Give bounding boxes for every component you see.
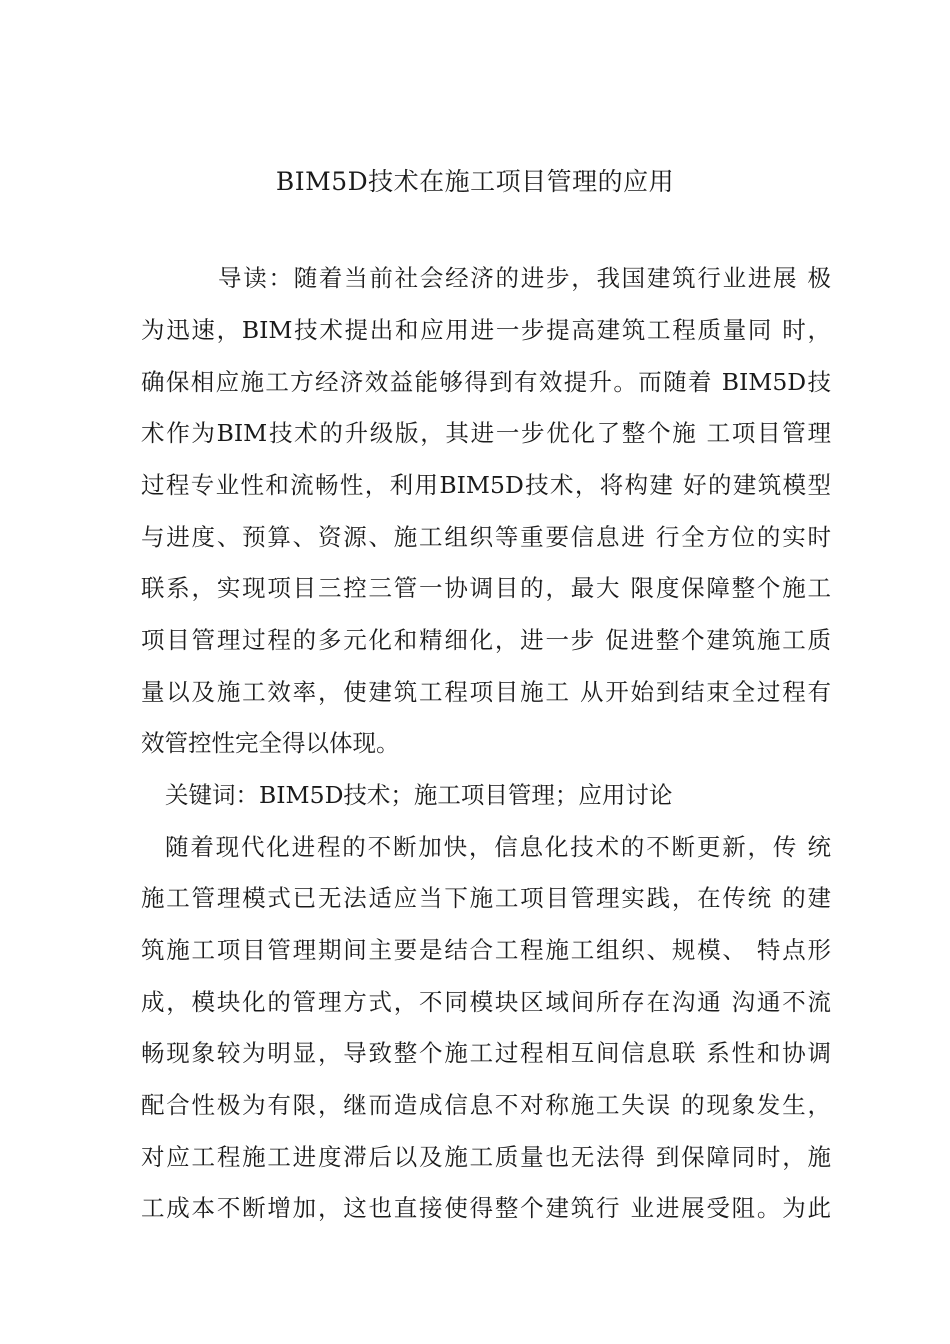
abstract-line-7: 联系，实现项目三控三管一协调目的，最大 限度保障整个施工 [141, 574, 831, 602]
body-line-5: 畅现象较为明显，导致整个施工过程相互间信息联 系性和协调 [141, 1039, 831, 1067]
abstract-line-8: 项目管理过程的多元化和精细化，进一步 促进整个建筑施工质 [141, 626, 831, 654]
abstract-line-5: 过程专业性和流畅性，利用BIM5D技术，将构建 好的建筑模型 [141, 471, 831, 499]
keywords-line: 关键词：BIM5D技术；施工项目管理；应用讨论 [165, 781, 673, 809]
abstract-line-10: 效管控性完全得以体现。 [141, 729, 400, 757]
document-title: BIM5D技术在施工项目管理的应用 [275, 167, 675, 196]
abstract-line-9: 量以及施工效率，使建筑工程项目施工 从开始到结束全过程有 [141, 678, 831, 706]
abstract-line-4: 术作为BIM技术的升级版，其进一步优化了整个施 工项目管理 [141, 419, 831, 447]
body-line-6: 配合性极为有限，继而造成信息不对称施工失误 的现象发生， [141, 1091, 831, 1119]
body-line-7: 对应工程施工进度滞后以及施工质量也无法得 到保障同时，施 [141, 1143, 831, 1171]
body-line-8: 工成本不断增加，这也直接使得整个建筑行 业进展受阻。为此 [141, 1194, 831, 1222]
body-line-4: 成，模块化的管理方式，不同模块区域间所存在沟通 沟通不流 [141, 988, 831, 1016]
body-line-3: 筑施工项目管理期间主要是结合工程施工组织、规模、 特点形 [141, 936, 831, 964]
abstract-line-2: 为迅速，BIM技术提出和应用进一步提高建筑工程质量同 时， [141, 316, 831, 344]
abstract-line-1: 导读：随着当前社会经济的进步，我国建筑行业进展 极 [218, 264, 831, 292]
abstract-line-6: 与进度、预算、资源、施工组织等重要信息进 行全方位的实时 [141, 523, 831, 551]
body-line-1: 随着现代化进程的不断加快，信息化技术的不断更新，传 统 [165, 833, 831, 861]
body-line-2: 施工管理模式已无法适应当下施工项目管理实践，在传统 的建 [141, 884, 831, 912]
abstract-line-3: 确保相应施工方经济效益能够得到有效提升。而随着 BIM5D技 [141, 368, 831, 396]
